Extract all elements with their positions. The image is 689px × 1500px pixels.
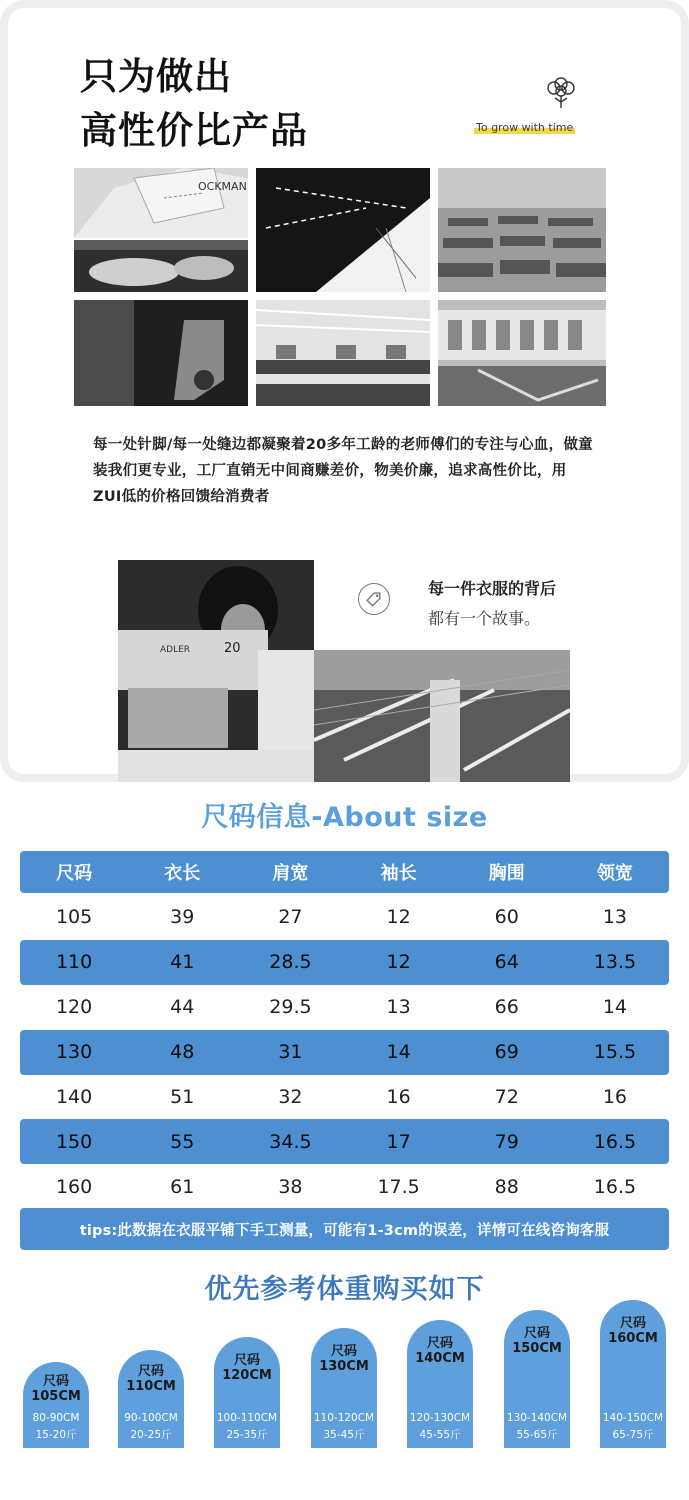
size-label: 尺码: [426, 1336, 453, 1351]
size-label: 尺码: [619, 1316, 646, 1331]
table-cell: 38: [278, 1175, 303, 1198]
table-cell: 51: [170, 1086, 195, 1108]
size-value: 140CM: [415, 1351, 465, 1366]
size-weight-card-140: [407, 1320, 473, 1448]
table-cell: 16: [386, 1086, 411, 1108]
table-cell: 17: [386, 1130, 411, 1153]
size-weight-card-105: [23, 1362, 89, 1448]
table-cell: 13.5: [593, 951, 637, 974]
table-cell: 16.5: [593, 1175, 637, 1198]
size-label: 尺码: [137, 1364, 164, 1379]
table-row: [20, 1075, 669, 1120]
table-cell: 130: [55, 1041, 93, 1064]
photo-hands-sewing: [74, 240, 248, 292]
header-cell: 尺码: [56, 863, 93, 884]
table-cell: 14: [386, 1041, 411, 1064]
price-tag-icon: [358, 583, 390, 615]
table-cell: 28.5: [269, 951, 312, 974]
table-cell: 29.5: [269, 996, 312, 1019]
size-value: 105CM: [31, 1389, 81, 1404]
header-cell: 衣长: [164, 863, 201, 884]
size-weight-card-130: [311, 1328, 377, 1448]
photo-embroidery-machine: [438, 300, 606, 406]
table-row: [20, 985, 669, 1030]
table-cell: 13: [602, 906, 628, 929]
table-cell: 140: [55, 1086, 93, 1108]
table-cell: 60: [494, 906, 519, 929]
photo-factory-floor-2: [256, 300, 430, 406]
hero-title-line2: 高性价比产品: [80, 109, 308, 152]
table-cell: 110: [55, 951, 93, 974]
height-range: 90-100CM: [124, 1412, 178, 1424]
size-value: 120CM: [222, 1368, 272, 1383]
table-cell: 16.5: [593, 1130, 637, 1153]
table-cell: 12: [386, 906, 411, 929]
header-cell: 领宽: [596, 863, 633, 884]
table-cell: 27: [278, 906, 303, 929]
photo-worker-at-machine: [118, 560, 314, 782]
table-cell: 120: [55, 996, 93, 1019]
table-cell: 32: [278, 1086, 303, 1108]
label-text: OCKMAN: [198, 180, 247, 193]
size-label: 尺码: [523, 1326, 550, 1341]
cotton-flower-icon: [542, 76, 580, 110]
size-label: 尺码: [330, 1344, 357, 1359]
size-label: 尺码: [42, 1374, 69, 1389]
table-cell: 69: [494, 1041, 519, 1064]
brand-description: 每一处针脚/每一处缝边都凝聚着20多年工龄的老师傅们的专注与心血，做童装我们更专业，工厂直销无中间商赚差价，物美价廉，追求高性价比，用ZUI低的价格回馈给消费者: [93, 437, 593, 505]
table-cell: 64: [494, 951, 519, 974]
table-cell: 16: [602, 1086, 628, 1108]
photo-factory-floor-1: [438, 168, 606, 292]
weight-range: 20-25斤: [130, 1429, 172, 1441]
height-range: 100-110CM: [216, 1412, 278, 1424]
story-subtitle: 都有一个故事。: [428, 609, 541, 628]
size-table: [20, 851, 669, 1209]
weight-range: 65-75斤: [612, 1429, 654, 1441]
table-row: [20, 895, 669, 940]
table-cell: 160: [55, 1175, 93, 1198]
height-range: 130-140CM: [506, 1412, 568, 1424]
table-cell: 55: [170, 1130, 195, 1153]
table-cell: 105: [55, 906, 93, 929]
table-cell: 44: [170, 996, 195, 1019]
table-row: [20, 1030, 669, 1075]
size-weight-card-120: [214, 1337, 280, 1448]
table-cell: 13: [386, 996, 411, 1019]
table-cell: 34.5: [269, 1130, 312, 1153]
table-cell: 12: [386, 951, 411, 974]
hero-title: [80, 50, 308, 158]
measurement-tips: tips:此数据在衣服平铺下手工测量，可能有1-3cm的误差，详情可在线咨询客服: [20, 1208, 669, 1250]
header-cell: 袖长: [380, 863, 417, 884]
photo-sewing-machine: [74, 300, 248, 406]
table-row: [20, 940, 669, 985]
photo-garment-label: [74, 168, 248, 238]
photo-stitched-fabric: [256, 168, 430, 292]
table-cell: 150: [55, 1130, 93, 1153]
table-cell: 14: [602, 996, 628, 1019]
size-weight-card-160: [600, 1300, 666, 1448]
size-value: 110CM: [126, 1379, 176, 1394]
size-value: 130CM: [319, 1359, 369, 1374]
table-cell: 66: [494, 996, 519, 1019]
size-weight-card-110: [118, 1350, 184, 1448]
table-cell: 41: [170, 951, 195, 974]
machine-brand-text: ADLER: [160, 645, 191, 655]
machine-number-text: 20: [224, 641, 241, 656]
weight-range: 55-65斤: [516, 1429, 558, 1441]
header-cell: 肩宽: [272, 863, 309, 884]
table-row: [20, 1164, 669, 1209]
size-value: 150CM: [512, 1341, 562, 1356]
table-cell: 72: [494, 1086, 519, 1108]
table-cell: 39: [170, 906, 195, 929]
size-value: 160CM: [608, 1331, 658, 1346]
table-row: [20, 1119, 669, 1164]
weight-range: 45-55斤: [419, 1429, 461, 1441]
story-title: 每一件衣服的背后: [428, 579, 557, 598]
table-cell: 61: [170, 1175, 195, 1198]
weight-range: 15-20斤: [35, 1429, 77, 1441]
table-cell: 88: [494, 1175, 519, 1198]
table-cell: 15.5: [593, 1041, 637, 1064]
size-section-title: 尺码信息-About size: [201, 802, 488, 833]
weight-range: 25-35斤: [226, 1429, 268, 1441]
weight-range: 35-45斤: [323, 1429, 365, 1441]
size-table-header: [20, 851, 669, 893]
table-cell: 17.5: [377, 1175, 420, 1198]
height-range: 80-90CM: [32, 1412, 80, 1424]
photo-factory-ceiling: [314, 650, 570, 782]
table-cell: 79: [494, 1130, 519, 1153]
height-range: 110-120CM: [313, 1412, 375, 1424]
table-cell: 31: [278, 1041, 303, 1064]
height-range: 140-150CM: [602, 1412, 664, 1424]
size-label: 尺码: [233, 1353, 260, 1368]
header-cell: 胸围: [488, 863, 525, 884]
hero-title-line1: 只为做出: [80, 55, 232, 98]
size-weight-card-150: [504, 1310, 570, 1448]
height-range: 120-130CM: [409, 1412, 471, 1424]
table-cell: 48: [170, 1041, 195, 1064]
weight-guide-title: 优先参考体重购买如下: [204, 1274, 485, 1305]
tagline: To grow with time: [476, 121, 574, 134]
